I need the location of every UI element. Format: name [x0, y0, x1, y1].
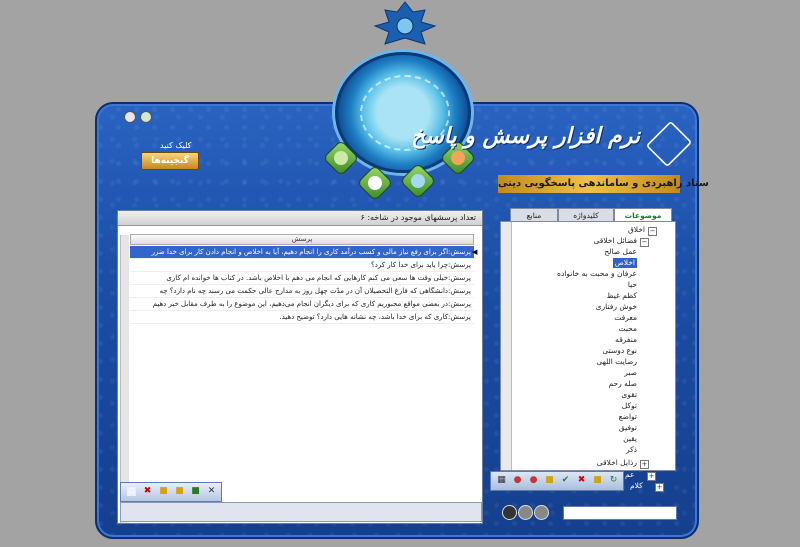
- topics-tree: [500, 221, 676, 471]
- gallery-button[interactable]: گنجینه‌ها: [141, 152, 199, 170]
- expand-icon[interactable]: +: [656, 483, 663, 491]
- new-icon[interactable]: ▫: [128, 486, 135, 496]
- tree-item[interactable]: عرفان و محبت به خانواده: [557, 269, 637, 278]
- save-icon[interactable]: ■: [191, 486, 200, 496]
- tree-item[interactable]: کلام: [630, 481, 643, 490]
- tree-item[interactable]: عم: [625, 470, 635, 479]
- tree-item[interactable]: اخلاص: [614, 258, 635, 267]
- question-row[interactable]: پرسش:خیلی وقت ها سعی می کنم کارهایی که انجام می دهم با اخلاص باشد. در کتاب ها خوانده ام کاری: [130, 272, 474, 285]
- delete-icon[interactable]: ✖: [143, 486, 152, 496]
- row-pointer-icon: ◀: [472, 248, 478, 256]
- tree-item[interactable]: تواضع: [618, 412, 637, 421]
- refresh-icon: [451, 151, 465, 165]
- minimize-icon[interactable]: [140, 111, 152, 123]
- question-row[interactable]: پرسش:چرا باید برای خدا کار کرد؟: [130, 259, 474, 272]
- tree-item[interactable]: یقین: [623, 434, 637, 443]
- tree-item[interactable]: معرفت: [614, 313, 637, 322]
- tree-item[interactable]: منفرقه: [615, 335, 637, 344]
- tree-tabs: [500, 208, 672, 222]
- folder-icon[interactable]: ■: [159, 486, 168, 496]
- note-icon[interactable]: ■: [545, 475, 554, 485]
- back-icon: [334, 151, 348, 165]
- logo-title: نرم افزار پرسش و پاسخ: [411, 124, 640, 149]
- edit-toolbar: [120, 482, 222, 502]
- expand-icon[interactable]: +: [641, 460, 648, 468]
- tree-item[interactable]: توفیق: [618, 423, 637, 432]
- tab-keywords[interactable]: کلیدواژه: [558, 208, 614, 222]
- tree-item[interactable]: عمل صالح: [604, 247, 637, 256]
- tab-topics[interactable]: موضوعات: [614, 208, 672, 222]
- tree-item[interactable]: صبر: [624, 368, 637, 377]
- tree-item[interactable]: رضایت اللهی: [596, 357, 637, 366]
- bookmark-icon[interactable]: ●: [513, 475, 522, 485]
- tree-item[interactable]: محبت: [618, 324, 637, 333]
- tree-item-group[interactable]: فضائل اخلاقی: [593, 236, 637, 245]
- questions-vertical-scrollbar[interactable]: [120, 235, 129, 523]
- folder-icon[interactable]: ■: [593, 475, 602, 485]
- questions-horizontal-scrollbar[interactable]: [120, 502, 482, 522]
- check-icon[interactable]: ✔: [561, 475, 570, 485]
- tree-item-root[interactable]: اخلاق: [627, 225, 645, 234]
- tree-item[interactable]: خوش رفتاری: [595, 302, 637, 311]
- expand-icon[interactable]: −: [641, 238, 648, 246]
- tree-item[interactable]: کظم غیظ: [606, 291, 637, 300]
- grid-icon[interactable]: ▦: [497, 475, 506, 485]
- copy-icon[interactable]: ■: [175, 486, 184, 496]
- help-icon[interactable]: [124, 111, 136, 123]
- question-row[interactable]: پرسش:اگر برای رفع نیاز مالی و کسب درآمد کاری را انجام دهیم، آیا به اخلاص و انجام دادن کار برای خدا ضرر: [130, 246, 474, 259]
- tree-item[interactable]: صله رحم: [608, 379, 637, 388]
- tools-icon[interactable]: ✕: [207, 486, 216, 496]
- search-icon: [411, 174, 425, 188]
- question-row[interactable]: پرسش:دانشگاهی که فارغ التحصیلان آن در مدّت چهل روز به مدارج عالی حکمت می رسند چه نام دارد؟ چه: [130, 285, 474, 298]
- questions-column-header[interactable]: پرسش: [130, 234, 474, 245]
- expand-icon[interactable]: −: [649, 227, 656, 235]
- question-row[interactable]: پرسش:در بعضی مواقع مجبوریم کاری که برای دیگران انجام می‌دهیم، این موضوع را به طرف مقابل خبر دهیم: [130, 298, 474, 311]
- click-hint: کلیک کنید: [160, 141, 192, 150]
- tree-item[interactable]: ذکر: [625, 445, 637, 454]
- top-ornament: [355, 0, 455, 50]
- expand-icon[interactable]: +: [648, 472, 655, 480]
- tree-item[interactable]: نوع دوستی: [602, 346, 637, 355]
- tree-item-group-collapsed[interactable]: رذایل اخلاقی: [596, 458, 637, 467]
- refresh-icon[interactable]: ↻: [609, 475, 618, 485]
- tree-vertical-scrollbar[interactable]: [501, 222, 512, 470]
- question-row[interactable]: پرسش:کاری که برای خدا باشد، چه نشانه هایی دارد؟ توضیح دهید.: [130, 311, 474, 324]
- stop-icon[interactable]: ●: [529, 475, 538, 485]
- print-icon: [368, 176, 382, 190]
- questions-panel: [117, 210, 483, 524]
- tree-item[interactable]: تقوی: [621, 390, 637, 399]
- remove-icon[interactable]: ✖: [577, 475, 586, 485]
- tree-toolbar: [490, 471, 624, 491]
- tab-sources[interactable]: منابع: [510, 208, 558, 222]
- logo-subtitle: ستاد راهبردی و ساماندهی پاسخگویی دینی: [498, 175, 680, 193]
- search-input[interactable]: [563, 506, 677, 520]
- tree-item[interactable]: توکل: [621, 401, 637, 410]
- next-result-button[interactable]: [534, 505, 549, 520]
- tree-item[interactable]: حیا: [627, 280, 637, 289]
- search-button[interactable]: [502, 505, 517, 520]
- questions-count: تعداد پرسشهای موجود در شاخه: ۶: [118, 211, 482, 226]
- previous-result-button[interactable]: [518, 505, 533, 520]
